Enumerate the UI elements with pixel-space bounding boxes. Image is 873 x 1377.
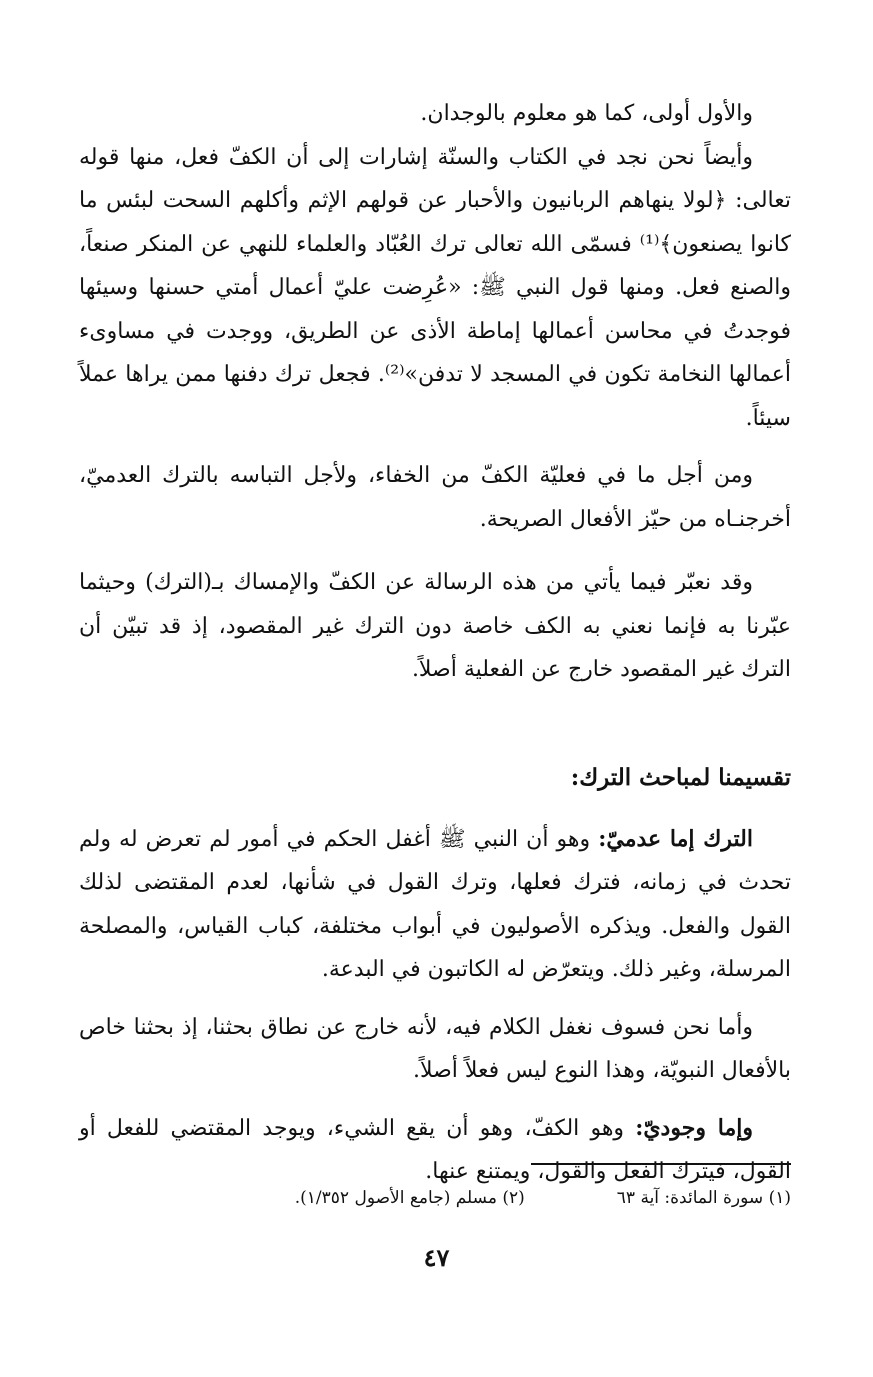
footnote-divider	[531, 1163, 791, 1165]
paragraph-5-lead: الترك إما عدميّ:	[598, 825, 753, 852]
paragraph-5	[79, 818, 791, 992]
paragraph-2: وأيضاً نحن نجد في الكتاب والسنّة إشارات إلى أن الكفّ فعل، منها قوله تعالى: ﴿لولا ينهاهم الربانيون والأحبار عن قولهم الإثم وأكلهم السحت لبئس ما كانوا يصنعون﴾⁽¹⁾ فسمّى الله تعالى ترك العُبّاد والعلماء للنهي عن المنكر صنعاً، والصنع فعل. ومنها قول النبي ﷺ: «عُرِضت عليّ أعمال أمتي حسنها وسيئها فوجدتُ في محاسن أعمالها إماطة الأذى عن الطريق، ووجدت في مساوىء أعمالها النخامة تكون في المسجد لا تدفن»⁽²⁾. فجعل ترك دفنها ممن يراها عملاً سيئاً.	[79, 144, 792, 431]
paragraph-7-text: وهو الكفّ، وهو أن يقع الشيء، ويوجد المقتضي للفعل أو القول، فيترك الفعل والقول، ويمتنع عنها.	[79, 1115, 791, 1184]
section-heading: تقسيمنا لمباحث الترك:	[570, 763, 791, 791]
paragraph-7-lead: وإما وجوديّ:	[635, 1114, 753, 1141]
paragraph-7	[79, 1107, 791, 1194]
paragraph-5-text: وهو أن النبي ﷺ أغفل الحكم في أمور لم تعرض له ولم تحدث في زمانه، فترك فعلها، وترك القول في شأنها، لعدم المقتضى لذلك القول والفعل. ويذكره الأصوليون في أبواب مختلفة، كباب القياس، والمصلحة المرسلة، وغير ذلك. ويتعرّض له الكاتبون في البدعة.	[79, 826, 791, 982]
paragraph-4: وقد نعبّر فيما يأتي من هذه الرسالة عن الكفّ والإمساك بـ(الترك) وحيثما عبّرنا به فإنما نعني به الكف خاصة دون الترك غير المقصود، إذ قد تبيّن أن الترك غير المقصود خارج عن الفعلية أصلاً.	[79, 570, 791, 682]
paragraph-3: ومن أجل ما في فعليّة الكفّ من الخفاء، ولأجل التباسه بالترك العدميّ، أخرجنـاه من حيّز الأفعال الصريحة.	[79, 463, 791, 532]
footnotes	[79, 1184, 791, 1212]
paragraph-6: وأما نحن فسوف نغفل الكلام فيه، لأنه خارج عن نطاق بحثنا، إذ بحثنا خاص بالأفعال النبويّة، وهذا النوع ليس فعلاً أصلاً.	[79, 1014, 791, 1083]
footnote-1: (١) سورة المائدة: آية ٦٣	[616, 1188, 791, 1208]
footnote-2: (٢) مسلم (جامع الأصول ١/٣٥٢).	[294, 1188, 525, 1208]
paragraph-1: والأول أولى، كما هو معلوم بالوجدان.	[420, 101, 753, 126]
page-number: ٤٧	[423, 1243, 450, 1272]
main-text	[79, 92, 791, 1194]
